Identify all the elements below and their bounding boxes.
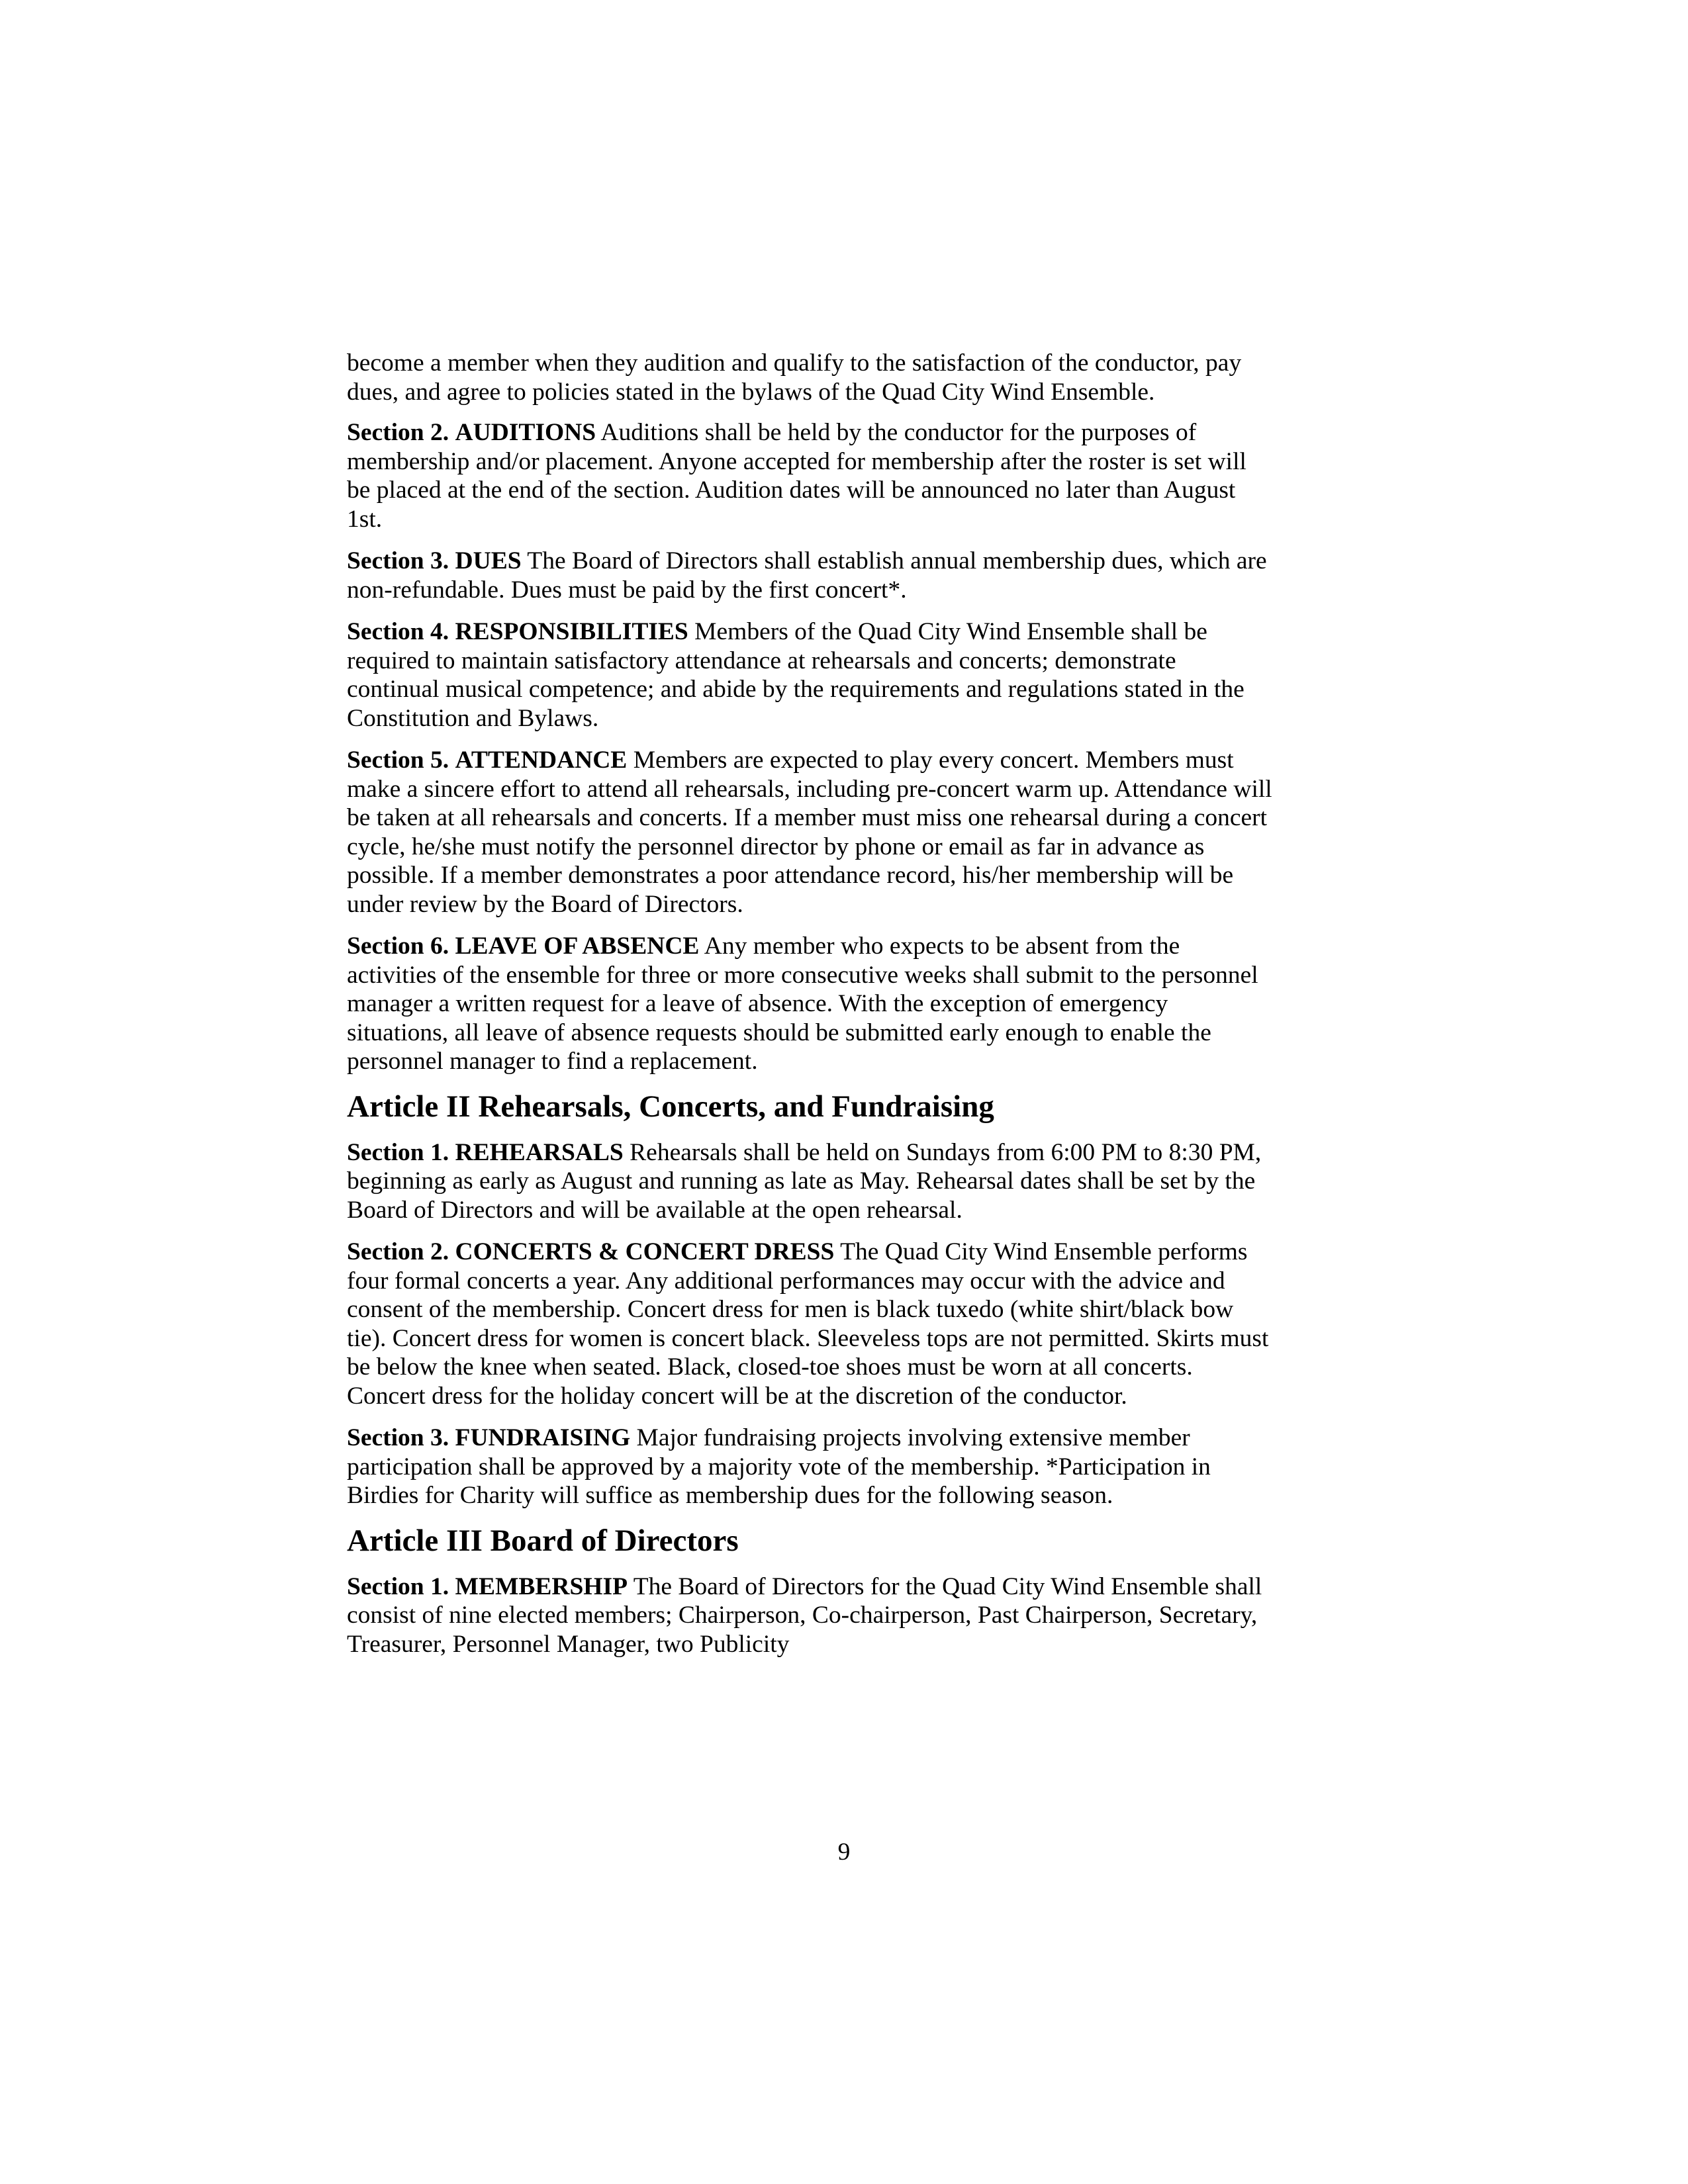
section-label: Section 3. — [347, 1424, 449, 1451]
article1-section5 — [347, 746, 1274, 919]
section-body: Auditions shall be held by the conductor for the purposes of membership and/or placement. Anyone accepted for membership after the roster is set will be placed at the end of the section. Audition dates will be announced no later than August 1st. — [347, 419, 1246, 533]
section-title: FUNDRAISING — [455, 1424, 631, 1451]
section-label: Section 1. — [347, 1572, 449, 1600]
section-label: Section 6. — [347, 933, 449, 960]
section-title: RESPONSIBILITIES — [455, 618, 688, 645]
article2-section3 — [347, 1424, 1274, 1510]
section-body: Any member who expects to be absent from the activities of the ensemble for three or more consecutive weeks shall submit to the personnel manager a written request for a leave of absence. With the exception of emergency situations, all leave of absence requests should be submitted early enough to enable the personnel manager to find a replacement. — [347, 933, 1258, 1075]
section-title: MEMBERSHIP — [455, 1572, 628, 1600]
article1-section2 — [347, 418, 1274, 533]
section-label: Section 2. — [347, 419, 449, 446]
section-label: Section 4. — [347, 618, 449, 645]
section-body: Members of the Quad City Wind Ensemble shall be required to maintain satisfactory attendance at rehearsals and concerts; demonstrate continual musical competence; and abide by the requirements and regulations stated in the Constitution and Bylaws. — [347, 618, 1244, 732]
page-body — [347, 349, 1274, 1672]
section-label: Section 5. — [347, 747, 449, 774]
section-body: The Board of Directors shall establish annual membership dues, which are non-refundable. Dues must be paid by the first concert*. — [347, 547, 1267, 604]
section-title: AUDITIONS — [455, 419, 596, 446]
section-label: Section 3. — [347, 547, 449, 574]
article2-heading: Article II Rehearsals, Concerts, and Fundraising — [347, 1089, 994, 1124]
article2-section2 — [347, 1238, 1274, 1410]
intro-text: become a member when they audition and qualify to the satisfaction of the conductor, pay dues, and agree to policies stated in the bylaws of the Quad City Wind Ensemble. — [347, 349, 1242, 406]
section-body: Members are expected to play every concert. Members must make a sincere effort to attend all rehearsals, including pre-concert warm up. Attendance will be taken at all rehearsals and concerts. If a member must miss one rehearsal during a concert cycle, he/she must notify the personnel director by phone or email as far in advance as possible. If a member demonstrates a poor attendance record, his/her membership will be under review by the Board of Directors. — [347, 747, 1272, 918]
section-body: Rehearsals shall be held on Sundays from 6:00 PM to 8:30 PM, beginning as early as August and running as late as May. Rehearsal dates shall be set by the Board of Directors and will be available at the open rehearsal. — [347, 1138, 1262, 1224]
section-title: DUES — [455, 547, 522, 574]
section-title: ATTENDANCE — [455, 747, 628, 774]
article1-section6 — [347, 932, 1274, 1076]
section-label: Section 2. — [347, 1238, 449, 1265]
page-number: 9 — [837, 1839, 851, 1866]
section-title: LEAVE OF ABSENCE — [455, 933, 700, 960]
section-body: Major fundraising projects involving extensive member participation shall be approved by a majority vote of the membership. *Participation in Birdies for Charity will suffice as membership dues for the following season. — [347, 1424, 1211, 1509]
section-label: Section 1. — [347, 1138, 449, 1166]
intro-paragraph — [347, 349, 1274, 406]
article3-section1 — [347, 1572, 1274, 1659]
section-body: The Board of Directors for the Quad City Wind Ensemble shall consist of nine elected members; Chairperson, Co-chairperson, Past Chairperson, Secretary, Treasurer, Personnel Manager, two Publicity — [347, 1572, 1262, 1658]
article3-heading: Article III Board of Directors — [347, 1523, 739, 1558]
article1-section3 — [347, 547, 1274, 604]
section-body: The Quad City Wind Ensemble performs four formal concerts a year. Any additional performances may occur with the advice and consent of the membership. Concert dress for men is black tuxedo (white shirt/black bow tie). Concert dress for women is concert black. Sleeveless tops are not permitted. Skirts must be below the knee when seated. Black, closed-toe shoes must be worn at all concerts. Concert dress for the holiday concert will be at the discretion of the conductor. — [347, 1238, 1269, 1410]
section-title: REHEARSALS — [455, 1138, 624, 1166]
article1-section4 — [347, 617, 1274, 733]
section-title: CONCERTS & CONCERT DRESS — [455, 1238, 835, 1265]
article2-section1 — [347, 1138, 1274, 1225]
